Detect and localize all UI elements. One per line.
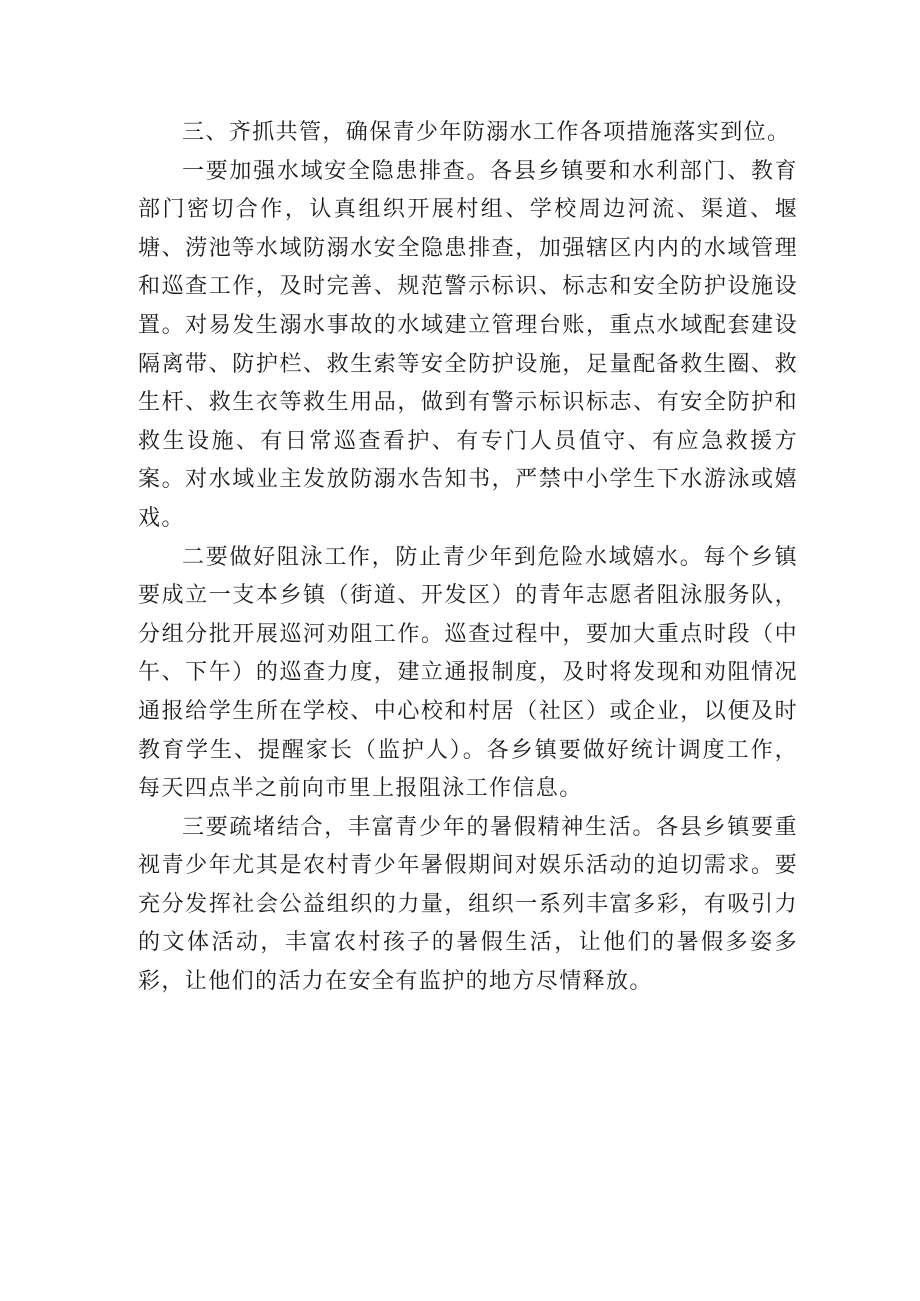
document-body [138,114,798,1002]
paragraph-swimming-prevention: 二要做好阻泳工作，防止青少年到危险水域嬉水。每个乡镇要成立一支本乡镇（街道、开发区）的青年志愿者阻泳服务队，分组分批开展巡河劝阻工作。巡查过程中，要加大重点时段（中午、下午）的巡查力度，建立通报制度，及时将发现和劝阻情况通报给学生所在学校、中心校和村居（社区）或企业，以便及时教育学生、提醒家长（监护人）。各乡镇要做好统计调度工作，每天四点半之前向市里上报阻泳工作信息。 [138,544,798,802]
section-heading: 三、齐抓共管，确保青少年防溺水工作各项措施落实到位。 [182,120,791,145]
paragraph-summer-activities: 三要疏堵结合，丰富青少年的暑假精神生活。各县乡镇要重视青少年尤其是农村青少年暑假期间对娱乐活动的迫切需求。要充分发挥社会公益组织的力量，组织一系列丰富多彩，有吸引力的文体活动，丰富农村孩子的暑假生活，让他们的暑假多姿多彩，让他们的活力在安全有监护的地方尽情释放。 [138,814,798,995]
paragraph-water-safety-inspection: 一要加强水域安全隐患排查。各县乡镇要和水利部门、教育部门密切合作，认真组织开展村组、学校周边河流、渠道、堰塘、涝池等水域防溺水安全隐患排查，加强辖区内内的水域管理和巡查工作，及时完善、规范警示标识、标志和安全防护设施设置。对易发生溺水事故的水域建立管理台账，重点水域配套建设隔离带、防护栏、救生索等安全防护设施，足量配备救生圈、救生杆、救生衣等救生用品，做到有警示标识标志、有安全防护和救生设施、有日常巡查看护、有专门人员值守、有应急救援方案。对水域业主发放防溺水告知书，严禁中小学生下水游泳或嬉戏。 [138,158,798,531]
